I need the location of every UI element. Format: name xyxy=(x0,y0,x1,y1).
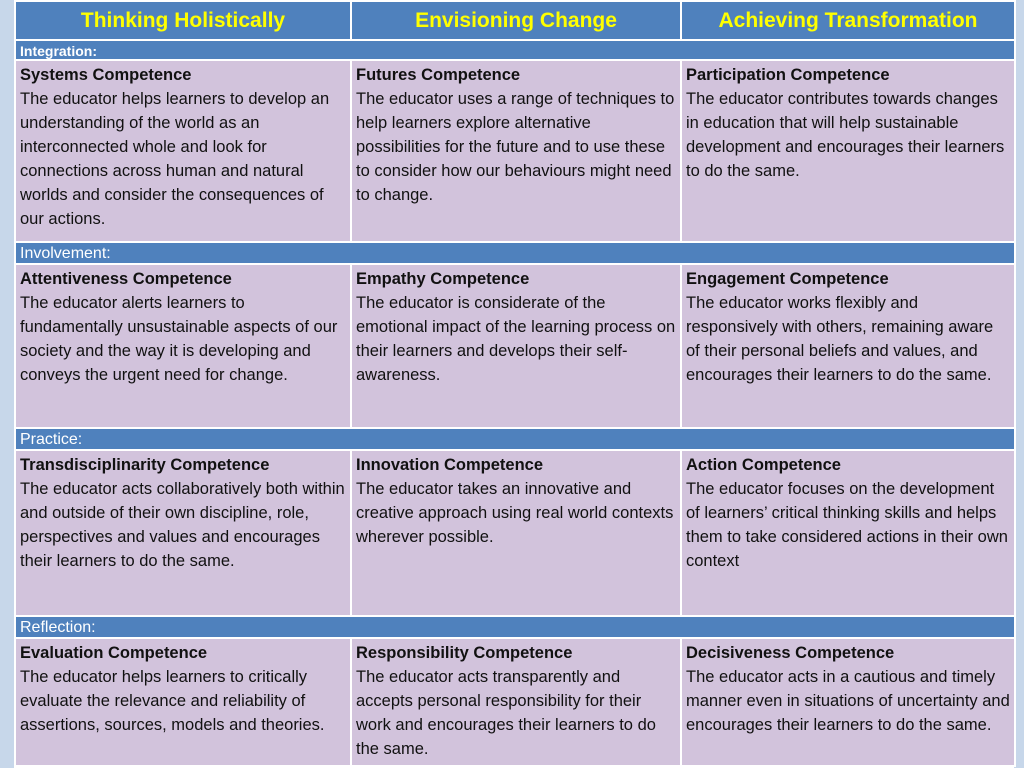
competence-table xyxy=(14,0,1016,767)
competence-title: Systems Competence xyxy=(20,66,192,84)
competence-title: Innovation Competence xyxy=(356,456,544,474)
section-label: Integration: xyxy=(15,40,1015,60)
competence-cell xyxy=(681,450,1015,616)
competence-description: The educator works flexibly and responsively with others, remaining aware of their personal beliefs and values, and encourages their learners to do the same. xyxy=(686,294,994,384)
competence-cell xyxy=(351,450,681,616)
competence-title: Evaluation Competence xyxy=(20,644,208,662)
competence-description: The educator acts in a cautious and timely manner even in situations of uncertainty and encourages their learners to do the same. xyxy=(686,668,1010,734)
header-row xyxy=(15,1,1015,40)
competence-title: Action Competence xyxy=(686,456,841,474)
column-header-thinking-holistically: Thinking Holistically xyxy=(15,1,351,40)
competence-description: The educator is considerate of the emotional impact of the learning process on their learners and develops their self-awareness. xyxy=(356,294,676,384)
competence-cell xyxy=(681,638,1015,766)
competence-description: The educator alerts learners to fundamentally unsustainable aspects of our society and the way it is developing and conveys the urgent need for change. xyxy=(20,294,338,384)
competence-cell xyxy=(351,264,681,428)
competence-cell xyxy=(15,60,351,242)
section-band-involvement xyxy=(15,242,1015,264)
competence-cell xyxy=(681,60,1015,242)
competence-description: The educator uses a range of techniques to help learners explore alternative possibilities for the future and to use these to consider how our behaviours might need to change. xyxy=(356,90,675,204)
competence-description: The educator takes an innovative and creative approach using real world contexts wherever possible. xyxy=(356,480,674,546)
competence-title: Responsibility Competence xyxy=(356,644,573,662)
competence-cell xyxy=(15,264,351,428)
competence-cell xyxy=(351,60,681,242)
competence-description: The educator focuses on the development of learners’ critical thinking skills and helps them to take considered actions in their own context xyxy=(686,480,1008,570)
competence-cell xyxy=(15,638,351,766)
section-row-practice xyxy=(15,450,1015,616)
competence-description: The educator acts transparently and accepts personal responsibility for their work and encourages their learners to do the same. xyxy=(356,668,656,758)
competence-title: Decisiveness Competence xyxy=(686,644,895,662)
section-band-reflection xyxy=(15,616,1015,638)
section-label: Reflection: xyxy=(15,616,1015,638)
competence-title: Engagement Competence xyxy=(686,270,889,288)
section-band-practice xyxy=(15,428,1015,450)
competence-cell xyxy=(681,264,1015,428)
column-header-achieving-transformation: Achieving Transformation xyxy=(681,1,1015,40)
competence-title: Empathy Competence xyxy=(356,270,530,288)
section-label: Practice: xyxy=(15,428,1015,450)
competence-title: Transdisciplinarity Competence xyxy=(20,456,270,474)
competence-description: The educator contributes towards changes in education that will help sustainable development and encourages their learners to do the same. xyxy=(686,90,1005,180)
competence-title: Participation Competence xyxy=(686,66,890,84)
competence-cell xyxy=(351,638,681,766)
section-row-involvement xyxy=(15,264,1015,428)
section-band-integration xyxy=(15,40,1015,60)
column-header-envisioning-change: Envisioning Change xyxy=(351,1,681,40)
section-label: Involvement: xyxy=(15,242,1015,264)
competence-title: Attentiveness Competence xyxy=(20,270,232,288)
competence-table-frame xyxy=(14,0,1014,768)
competence-description: The educator acts collaboratively both within and outside of their own discipline, role, perspectives and values and encourages their learners to do the same. xyxy=(20,480,345,570)
competence-description: The educator helps learners to critically evaluate the relevance and reliability of assertions, sources, models and theories. xyxy=(20,668,325,734)
section-row-reflection xyxy=(15,638,1015,766)
competence-title: Futures Competence xyxy=(356,66,521,84)
competence-cell xyxy=(15,450,351,616)
competence-description: The educator helps learners to develop an understanding of the world as an interconnected whole and look for connections across human and natural worlds and consider the consequences of our actions. xyxy=(20,90,330,228)
section-row-integration xyxy=(15,60,1015,242)
